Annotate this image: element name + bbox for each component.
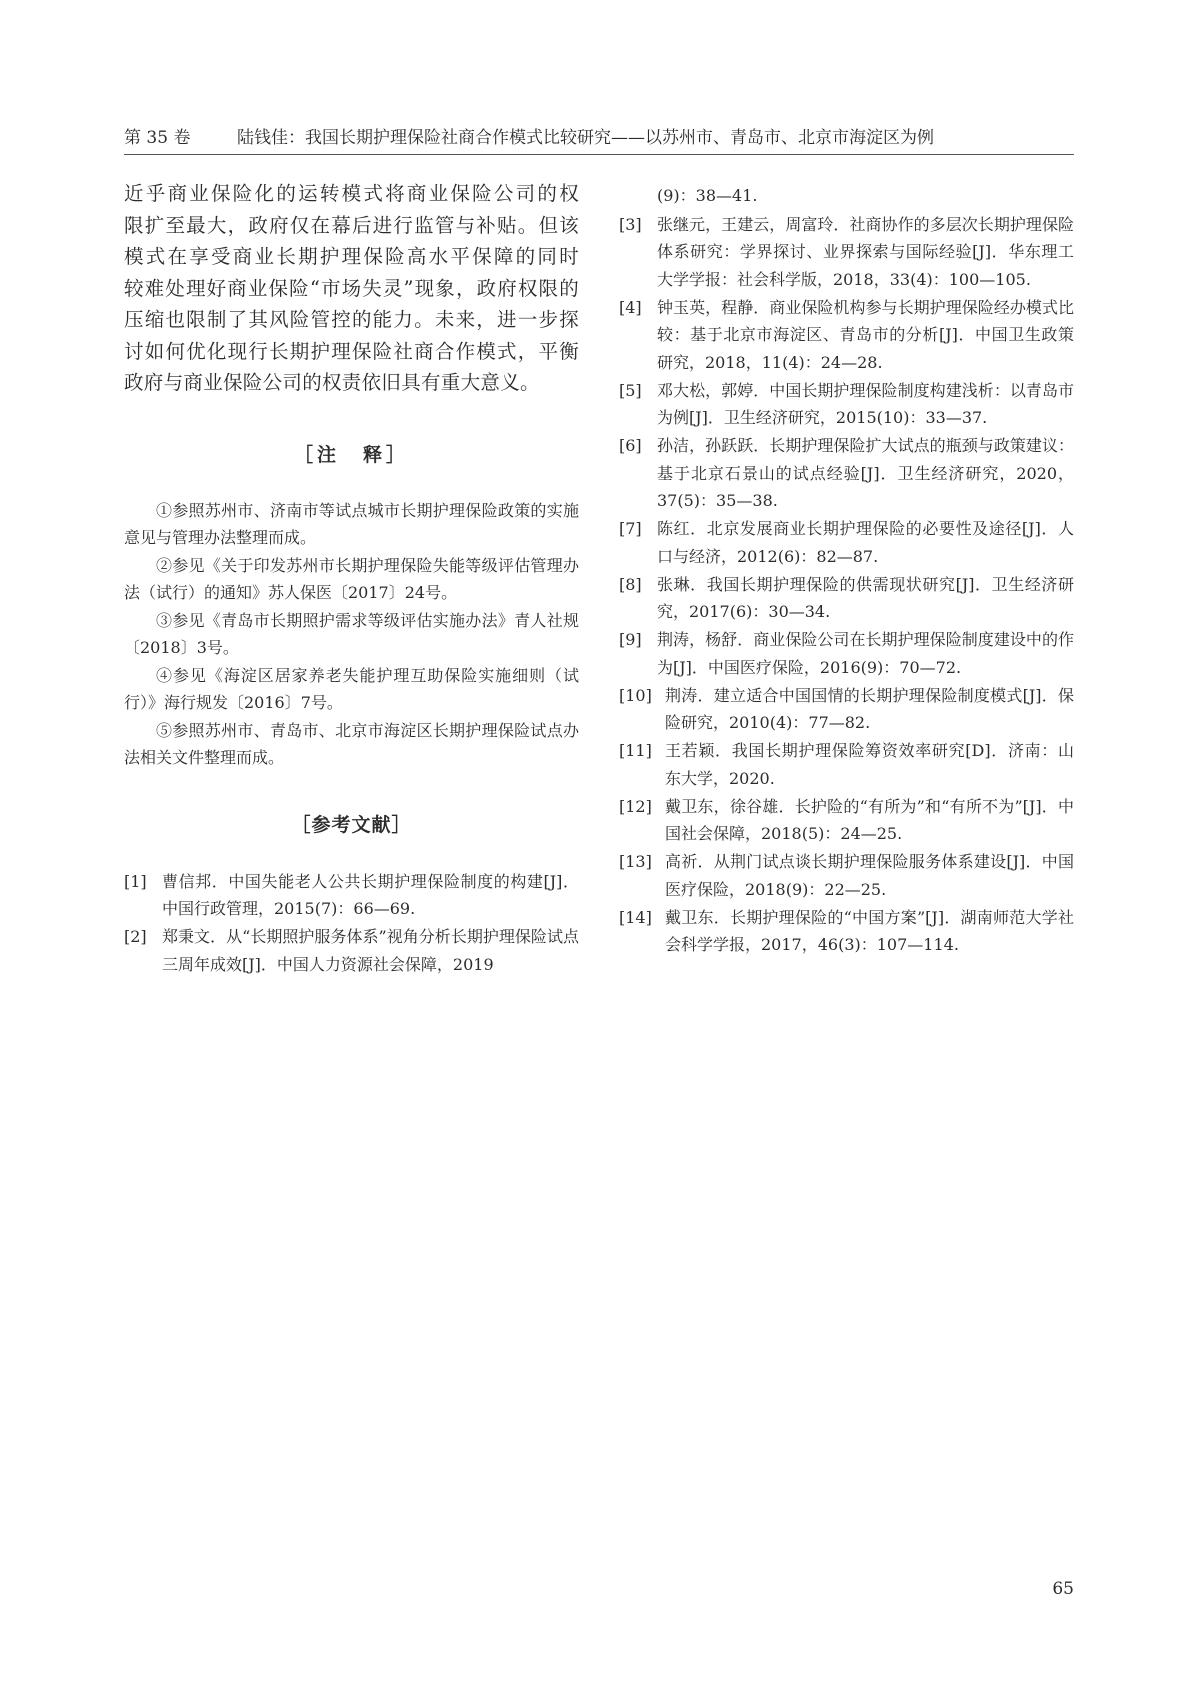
running-title: 陆钱佳：我国长期护理保险社商合作模式比较研究——以苏州市、青岛市、北京市海淀区为例 (237, 128, 934, 148)
reference-text: 孙洁，孙跃跃．长期护理保险扩大试点的瓶颈与政策建议：基于北京石景山的试点经验[J]．卫生经济研究，2020，37(5)：35—38. (657, 436, 1074, 510)
note-item: ④参见《海淀区居家养老失能护理互助保险实施细则（试行）》海行规发〔2016〕7号。 (124, 665, 579, 712)
reference-item (619, 626, 1074, 681)
reference-text: 荆涛，杨舒．商业保险公司在长期护理保险制度建设中的作为[J]．中国医疗保险，2016(9)：70—72. (657, 630, 1074, 677)
body-line: 较难处理好商业保险“市场失灵”现象，政府权限的 (124, 276, 579, 300)
reference-item (619, 682, 1074, 737)
reference-text: 张继元，王建云，周富玲．社商协作的多层次长期护理保险体系研究：学界探讨、业界探索与国际经验[J]．华东理工大学学报：社会科学版，2018，33(4)：100—105. (657, 214, 1074, 289)
volume-label: 第 35 卷 (124, 128, 191, 148)
reference-number: [8] (619, 574, 642, 594)
reference-item (619, 515, 1074, 570)
body-paragraph (124, 178, 579, 399)
reference-number: [11] (619, 741, 652, 760)
note-item: ①参照苏州市、济南市等试点城市长期护理保险政策的实施意见与管理办法整理而成。 (124, 500, 579, 547)
reference-text: 钟玉英，程静．商业保险机构参与长期护理保险经办模式比较：基于北京市海淀区、青岛市的分析[J]．中国卫生政策研究，2018，11(4)：24—28. (657, 297, 1074, 372)
reference-item (124, 868, 579, 923)
body-line: 政府与商业保险公司的权责依旧具有重大意义。 (124, 371, 540, 394)
running-header (124, 126, 1074, 155)
reference-number: [5] (619, 380, 642, 400)
reference-text: 王若颖．我国长期护理保险筹资效率研究[D]．济南：山东大学，2020. (665, 741, 1074, 788)
note-item: ⑤参照苏州市、青岛市、北京市海淀区长期护理保险试点办法相关文件整理而成。 (124, 720, 579, 767)
reference-item (619, 294, 1074, 377)
body-line: 近乎商业保险化的运转模式将商业保险公司的权 (124, 182, 579, 205)
reference-item (124, 923, 579, 978)
reference-number: [1] (124, 871, 147, 891)
body-line: 压缩也限制了其风险管控的能力。未来，进一步探 (124, 308, 579, 331)
references-heading: ［参考文献］ (291, 813, 412, 836)
reference-number: [13] (619, 852, 652, 871)
reference-number: [14] (619, 907, 652, 927)
left-column (124, 178, 579, 979)
reference-item (619, 793, 1074, 848)
right-column (619, 182, 1074, 959)
reference-number: [3] (619, 214, 642, 234)
note-item: ②参见《关于印发苏州市长期护理保险失能等级评估管理办法（试行）的通知》苏人保医〔2017〕24号。 (124, 555, 579, 602)
body-line: 模式在享受商业长期护理保险高水平保障的同时 (124, 245, 579, 268)
reference-text: 高祈．从荆门试点谈长期护理保险服务体系建设[J]．中国医疗保险，2018(9)：22—25. (665, 852, 1074, 899)
note-item: ③参见《青岛市长期照护需求等级评估实施办法》青人社规〔2018〕3号。 (124, 610, 579, 657)
body-line: 讨如何优化现行长期护理保险社商合作模式，平衡 (124, 339, 579, 363)
reference-continuation: (9)：38—41. (657, 186, 758, 205)
reference-item (619, 377, 1074, 432)
reference-number: [4] (619, 297, 642, 317)
reference-text: 张琳．我国长期护理保险的供需现状研究[J]．卫生经济研究，2017(6)：30—34. (657, 574, 1074, 621)
reference-number: [12] (619, 796, 652, 816)
references-list-right (619, 211, 1074, 959)
reference-text: 曹信邦．中国失能老人公共长期护理保险制度的构建[J]．中国行政管理，2015(7)：66—69. (162, 871, 579, 918)
reference-text: 荆涛．建立适合中国国情的长期护理保险制度模式[J]．保险研究，2010(4)：77—82. (665, 685, 1074, 732)
reference-item (619, 432, 1074, 515)
reference-text: 陈红．北京发展商业长期护理保险的必要性及途径[J]．人口与经济，2012(6)：82—87. (657, 519, 1074, 566)
page-number: 65 (1052, 1579, 1074, 1599)
reference-item (619, 571, 1074, 626)
reference-number: [7] (619, 519, 642, 538)
body-line: 限扩至最大，政府仅在幕后进行监管与补贴。但该 (124, 213, 579, 237)
notes-list (124, 497, 579, 772)
reference-text: 邓大松，郭婷．中国长期护理保险制度构建浅析：以青岛市为例[J]．卫生经济研究，2015(10)：33—37. (657, 380, 1074, 427)
reference-number: [6] (619, 436, 642, 455)
notes-heading: ［注 释］ (293, 443, 409, 466)
reference-text: 戴卫东．长期护理保险的“中国方案”[J]．湖南师范大学社会科学学报，2017，46(3)：107—114. (665, 907, 1074, 954)
reference-item (619, 904, 1074, 959)
reference-number: [2] (124, 927, 147, 946)
reference-item (619, 211, 1074, 294)
reference-number: [9] (619, 630, 642, 649)
reference-item (619, 737, 1074, 792)
reference-text: 郑秉文．从“长期照护服务体系”视角分析长期护理保险试点三周年成效[J]．中国人力资源社会保障，2019 (162, 927, 579, 974)
reference-item (619, 848, 1074, 903)
references-list-left (124, 868, 579, 979)
reference-number: [10] (619, 685, 652, 705)
reference-text: 戴卫东，徐谷雄．长护险的“有所为”和“有所不为”[J]．中国社会保障，2018(5)：24—25. (665, 796, 1074, 843)
